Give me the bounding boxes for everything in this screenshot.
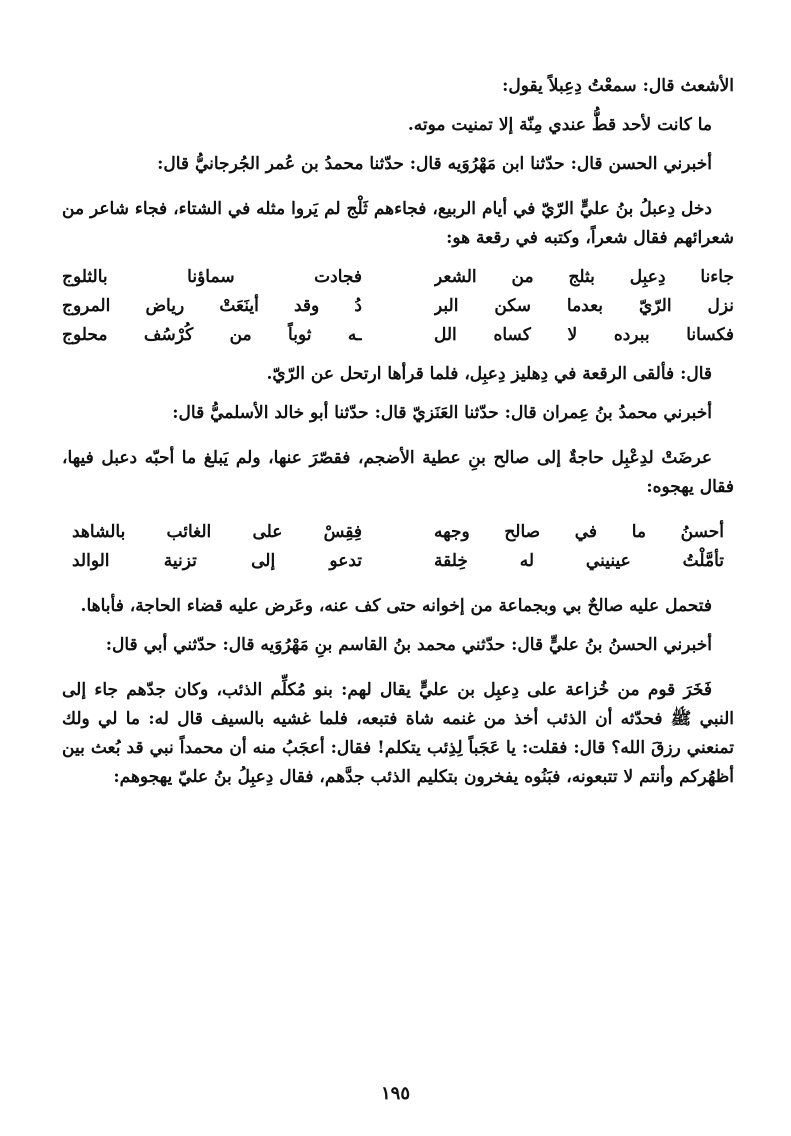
verse-second-hemistich: فِقِسْ على الغائب بالشاهد [72, 522, 362, 542]
verse-second-hemistich: فجادت سماؤنا بالثلوج [62, 267, 362, 287]
paragraph: أخبرني محمدُ بنُ عِمران قال: حدّثنا العَنَزيّ قال: حدّثنا أبو خالد الأسلميُّ قال: [172, 403, 712, 423]
paragraph: أخبرني الحسن قال: حدّثنا ابن مَهْرُوَيه قال: حدّثنا محمدُ بن عُمر الجُرجانيُّ قال: [157, 154, 712, 174]
verse-first-hemistich: تأمَّلْتُ عينيني له خِلقة [434, 551, 724, 571]
verse-first-hemistich: أحسنُ ما في صالح وجهه [434, 522, 724, 542]
poem-block [62, 263, 734, 350]
verse-line [62, 518, 734, 547]
verse-line [62, 292, 734, 321]
paragraph: عرضَتْ لدِعْبِل حاجةٌ إلى صالح بنِ عطية الأضجم، فقصّرَ عنها، ولم يَبلغ ما أحبّه دعبل فيها، فقال يهجوه: [62, 448, 734, 497]
verse-line [62, 263, 734, 292]
paragraph: ما كانت لأحد قطُّ عندي مِنّة إلا تمنيت موته. [407, 115, 712, 135]
verse-first-hemistich: فكسانا ببرده لا كساه الل [434, 325, 734, 345]
paragraph: دخل دِعبلُ بنُ عليٍّ الرّيّ في أيام الربيع، فجاءهم ثَلْج لم يَروا مثله في الشتاء، فجاء شاعر من شعرائهم فقال شعراً، وكتبه في رقعة هو: [62, 199, 734, 248]
poem-block [62, 518, 734, 576]
paragraph: قال: فألقى الرقعة في دِهليز دِعبِل، فلما قرأها ارتحل عن الرّيّ. [266, 364, 712, 384]
verse-first-hemistich: نزل الرّيّ بعدما سكن البر [434, 296, 734, 316]
paragraph: الأشعث قال: سمعْتُ دِعِبلاً يقول: [502, 76, 734, 96]
verse-second-hemistich: دُ وقد أينَعَتْ رياض المروج [62, 296, 362, 316]
verse-first-hemistich: جاءنا دِعبِل بثلج من الشعر [434, 267, 734, 287]
paragraph: أخبرني الحسنُ بنُ عليٍّ قال: حدّثني محمد بنُ القاسم بنِ مَهْرُوَيه قال: حدّثني أبي قال: [105, 635, 712, 655]
paragraph: فَخَرَ قوم من خُزاعة على دِعبِل بن عليٍّ يقال لهم: بنو مُكلِّم الذئب، وكان جدّهم جاء إلى النبي ﷺ فحدّثه أن الذئب أخذ من غنمه شاة فتبعه، فلما غشيه بالسيف قال له: ما لي ولك تمنعني رزقَ الله؟ قال: فقلت: يا عَجَباً لِذِئب يتكلم! فقال: أعجَبُ منه أن محمداً نبي قد بُعث بين أظهُركم وأنتم لا تتبعونه، فبَنُوه يفخرون بتكليم الذئب جدَّهم، فقال دِعبِلُ بنُ عليّ يهجوهم: [62, 680, 734, 787]
verse-line [62, 321, 734, 350]
paragraph: فتحمل عليه صالحٌ بي وبجماعة من إخوانه حتى كف عنه، وعَرض عليه قضاء الحاجة، فأباها. [80, 596, 712, 616]
verse-second-hemistich: ـه ثوباً من كُرْسُف محلوج [62, 325, 362, 345]
page-body [62, 72, 734, 792]
verse-second-hemistich: تدعو إلى تزنية الوالد [72, 551, 362, 571]
verse-line [62, 547, 734, 576]
page-number: ١٩٥ [380, 1083, 410, 1104]
